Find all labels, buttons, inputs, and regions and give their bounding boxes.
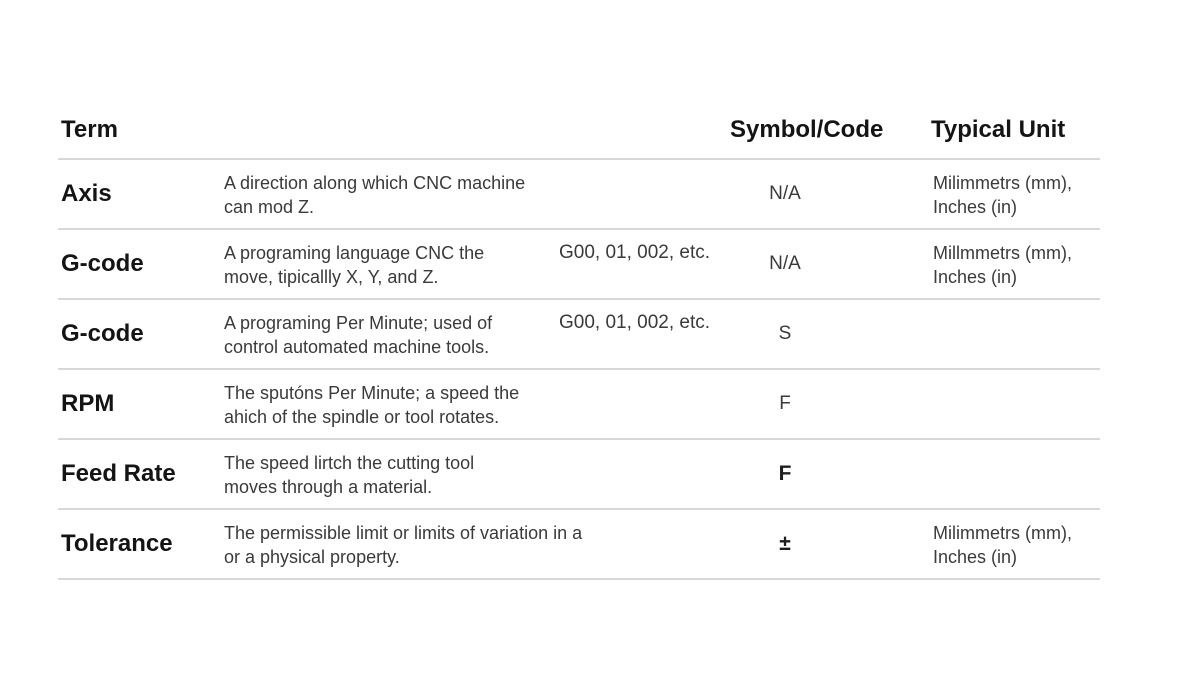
terms-table [58,108,1100,580]
description-cell [224,311,594,359]
term-cell: G-code [61,320,144,347]
description-line: moves through a material. [224,477,433,497]
term-cell: RPM [61,390,115,417]
unit-line: Milimmetrs (mm), [933,523,1072,543]
description-line: A direction along which CNC machine [224,173,526,193]
table-row [58,370,1100,440]
term-cell: Feed Rate [61,460,176,487]
table-row [58,160,1100,230]
description-line: move, tipicallly X, Y, and Z. [224,267,439,287]
unit-cell [933,171,1098,219]
header-typical-unit: Typical Unit [931,116,1066,143]
term-cell: Axis [61,180,112,207]
table-row [58,230,1100,300]
symbol-cell: ± [779,532,791,555]
code-cell: G00, 01, 002, etc. [559,312,711,333]
description-line: A programing Per Minute; used of [224,313,493,333]
table-row [58,300,1100,370]
description-line: control automated machine tools. [224,337,490,357]
description-line: can mod Z. [224,197,315,217]
description-cell [224,171,594,219]
code-cell: G00, 01, 002, etc. [559,242,711,263]
description-line: ahich of the spindle or tool rotates. [224,407,500,427]
unit-line: Inches (in) [933,547,1018,567]
unit-line: Inches (in) [933,197,1018,217]
unit-line: Inches (in) [933,267,1018,287]
description-line: The speed lirtch the cutting tool [224,453,475,473]
table-row [58,440,1100,510]
description-cell [224,381,594,429]
description-line: The sputóns Per Minute; a speed the [224,383,520,403]
description-cell [224,521,594,569]
table-header-row [58,108,1100,160]
unit-line: Millmmetrs (mm), [933,243,1072,263]
symbol-cell: F [779,393,791,414]
description-cell [224,451,594,499]
description-line: A programing language CNC the [224,243,485,263]
table-row [58,510,1100,580]
description-line: The permissible limit or limits of variation in a [224,523,583,543]
unit-cell [933,241,1098,289]
description-line: or a physical property. [224,547,400,567]
header-term: Term [61,116,118,143]
unit-line: Milimmetrs (mm), [933,173,1072,193]
symbol-cell: N/A [769,253,801,274]
symbol-cell: F [778,462,792,485]
term-cell: Tolerance [61,530,173,557]
description-cell [224,241,594,289]
symbol-cell: N/A [769,183,801,204]
header-symbol-code: Symbol/Code [730,116,884,143]
symbol-cell: S [778,323,792,344]
unit-cell [933,521,1098,569]
term-cell: G-code [61,250,144,277]
